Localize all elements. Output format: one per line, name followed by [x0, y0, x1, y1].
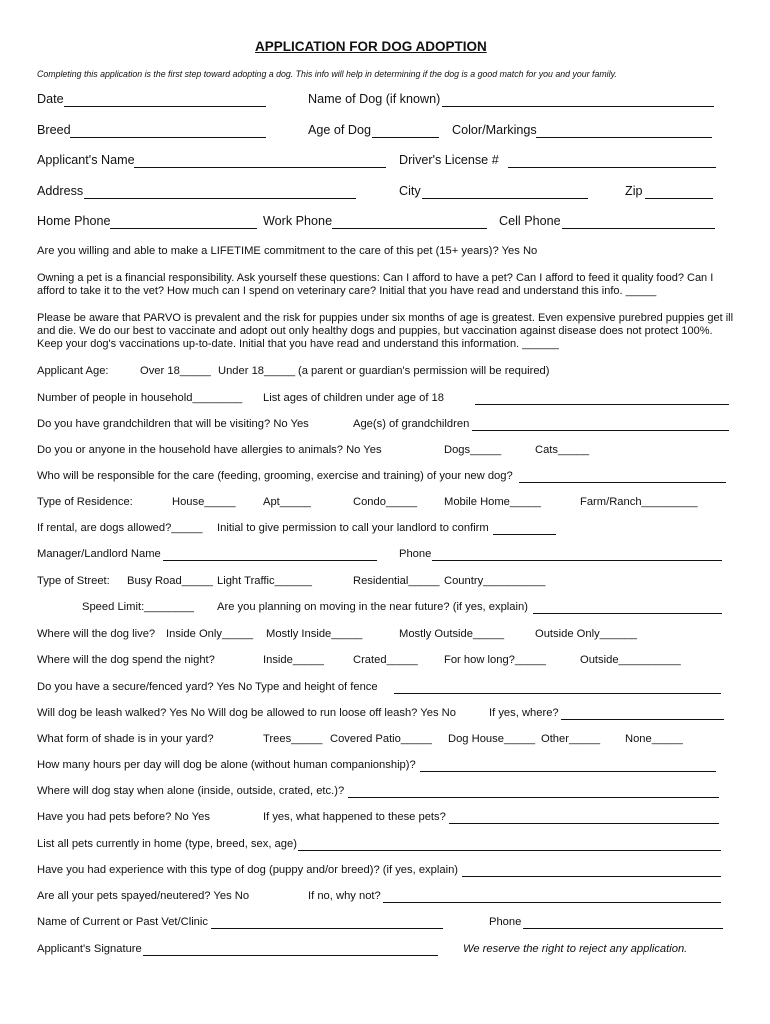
breed-label: Breed	[37, 123, 71, 137]
vet-label: Name of Current or Past Vet/Clinic	[37, 916, 208, 928]
applicant-name-label: Applicant's Name	[37, 153, 135, 167]
parvo-notice: Please be aware that PARVO is prevalent and the risk for puppies under six months of age is greatest. Even expensive purebred puppies get ill and die. We do our best to vaccinate and adopt out only healthy dogs and puppies, but vaccination against disease does not protect 100%. Keep your dog's vaccinations up-to-date. Initial that you have read and understand this information. ______	[37, 312, 734, 350]
vet-field[interactable]	[211, 928, 443, 929]
residence-farm[interactable]: Farm/Ranch_________	[580, 496, 698, 508]
responsible-question: Who will be responsible for the care (feeding, grooming, exercise and training) of your new dog?	[37, 470, 513, 482]
street-label: Type of Street:	[37, 575, 110, 587]
landlord-permission-field[interactable]	[493, 534, 556, 535]
age-of-dog-field[interactable]	[372, 137, 439, 138]
landlord-phone-label: Phone	[399, 548, 432, 560]
grandchildren-ages-field[interactable]	[472, 430, 729, 431]
vet-phone-label: Phone	[489, 916, 522, 928]
experience-field[interactable]	[462, 876, 721, 877]
where-field[interactable]	[561, 719, 724, 720]
applicant-age-label: Applicant Age:	[37, 365, 109, 377]
live-mostly-outside[interactable]: Mostly Outside_____	[399, 628, 505, 640]
landlord-phone-field[interactable]	[432, 560, 722, 561]
happened-label: If yes, what happened to these pets?	[263, 811, 446, 823]
zip-label: Zip	[625, 184, 643, 198]
shade-doghouse[interactable]: Dog House_____	[448, 733, 536, 745]
fence-field[interactable]	[394, 693, 721, 694]
experience-question: Have you had experience with this type of dog (puppy and/or breed)? (if yes, explain)	[37, 864, 459, 876]
landlord-permission-label: Initial to give permission to call your landlord to confirm	[217, 522, 489, 534]
allergy-dogs[interactable]: Dogs_____	[444, 444, 502, 456]
address-field[interactable]	[84, 198, 356, 199]
residence-label: Type of Residence:	[37, 496, 133, 508]
shade-none[interactable]: None_____	[625, 733, 683, 745]
spayed-question: Are all your pets spayed/neutered? Yes No	[37, 890, 250, 902]
live-inside-only[interactable]: Inside Only_____	[166, 628, 254, 640]
street-busy[interactable]: Busy Road_____	[127, 575, 213, 587]
shade-trees[interactable]: Trees_____	[263, 733, 323, 745]
street-country[interactable]: Country__________	[444, 575, 546, 587]
speed-limit[interactable]: Speed Limit:________	[82, 601, 194, 613]
allergies-question: Do you or anyone in the household have allergies to animals? No Yes	[37, 444, 382, 456]
residence-house[interactable]: House_____	[172, 496, 236, 508]
financial-notice: Owning a pet is a financial responsibility. Ask yourself these questions: Can I afford to have a pet? Can I afford to feed it quality food? Can I afford to take it to the vet? How much can I spend on veterinary care? Initial that you have read and understand this info. _____	[37, 272, 714, 297]
dog-name-label: Name of Dog (if known)	[308, 92, 441, 106]
residence-apt[interactable]: Apt_____	[263, 496, 311, 508]
why-not-field[interactable]	[383, 902, 721, 903]
over-18-option[interactable]: Over 18_____	[140, 365, 211, 377]
home-phone-field[interactable]	[110, 228, 257, 229]
work-phone-field[interactable]	[332, 228, 487, 229]
vet-phone-field[interactable]	[523, 928, 723, 929]
city-label: City	[399, 184, 421, 198]
age-of-dog-label: Age of Dog	[308, 123, 372, 137]
shade-other[interactable]: Other_____	[541, 733, 601, 745]
under-18-option[interactable]: Under 18_____	[218, 365, 296, 377]
why-not-label: If no, why not?	[308, 890, 381, 902]
dog-name-field[interactable]	[442, 106, 714, 107]
signature-field[interactable]	[143, 955, 438, 956]
alone-hours-field[interactable]	[420, 771, 716, 772]
night-inside[interactable]: Inside_____	[263, 654, 324, 666]
manager-field[interactable]	[163, 560, 377, 561]
alone-where-field[interactable]	[348, 797, 719, 798]
moving-field[interactable]	[533, 613, 722, 614]
city-field[interactable]	[422, 198, 588, 199]
live-question: Where will the dog live?	[37, 628, 156, 640]
license-field[interactable]	[508, 167, 716, 168]
shade-patio[interactable]: Covered Patio_____	[330, 733, 433, 745]
leash-question: Will dog be leash walked? Yes No Will dog be allowed to run loose off leash? Yes No	[37, 707, 456, 719]
page-title: APPLICATION FOR DOG ADOPTION	[255, 39, 487, 54]
live-mostly-inside[interactable]: Mostly Inside_____	[266, 628, 363, 640]
rental-question: If rental, are dogs allowed?_____	[37, 522, 203, 534]
shade-question: What form of shade is in your yard?	[37, 733, 214, 745]
breed-field[interactable]	[70, 137, 266, 138]
date-field[interactable]	[64, 106, 266, 107]
live-outside-only[interactable]: Outside Only______	[535, 628, 637, 640]
residence-condo[interactable]: Condo_____	[353, 496, 418, 508]
color-field[interactable]	[536, 137, 712, 138]
cell-phone-label: Cell Phone	[499, 214, 561, 228]
grandchildren-question: Do you have grandchildren that will be visiting? No Yes	[37, 418, 309, 430]
night-question: Where will the dog spend the night?	[37, 654, 215, 666]
lifetime-question: Are you willing and able to make a LIFETIME commitment to the care of this pet (15+ years)? Yes No	[37, 245, 538, 257]
current-pets-field[interactable]	[298, 850, 721, 851]
reserve-note: We reserve the right to reject any application.	[463, 943, 688, 955]
alone-where-question: Where will dog stay when alone (inside, outside, crated, etc.)?	[37, 785, 345, 797]
moving-question: Are you planning on moving in the near future? (if yes, explain)	[217, 601, 528, 613]
color-label: Color/Markings	[452, 123, 537, 137]
fenced-question: Do you have a secure/fenced yard? Yes No Type and height of fence	[37, 681, 378, 693]
happened-field[interactable]	[449, 823, 719, 824]
night-crated[interactable]: Crated_____	[353, 654, 418, 666]
address-label: Address	[37, 184, 84, 198]
manager-label: Manager/Landlord Name	[37, 548, 161, 560]
zip-field[interactable]	[645, 198, 713, 199]
current-pets-label: List all pets currently in home (type, breed, sex, age)	[37, 838, 297, 850]
work-phone-label: Work Phone	[263, 214, 333, 228]
signature-label: Applicant's Signature	[37, 943, 142, 955]
permission-note: (a parent or guardian's permission will be required)	[298, 365, 550, 377]
intro-text: Completing this application is the first step toward adopting a dog. This info will help in determining if the dog is a good match for you and your family.	[37, 69, 617, 79]
children-ages-label: List ages of children under age of 18	[263, 392, 444, 404]
residence-mobile[interactable]: Mobile Home_____	[444, 496, 542, 508]
children-ages-field[interactable]	[475, 404, 729, 405]
alone-hours-question: How many hours per day will dog be alone (without human companionship)?	[37, 759, 416, 771]
grandchildren-ages-label: Age(s) of grandchildren	[353, 418, 470, 430]
license-label: Driver's License #	[399, 153, 499, 167]
night-how-long[interactable]: For how long?_____	[444, 654, 547, 666]
date-label: Date	[37, 92, 64, 106]
night-outside[interactable]: Outside__________	[580, 654, 681, 666]
household-question: Number of people in household________	[37, 392, 243, 404]
street-light[interactable]: Light Traffic______	[217, 575, 312, 587]
allergy-cats[interactable]: Cats_____	[535, 444, 590, 456]
applicant-name-field[interactable]	[134, 167, 386, 168]
responsible-field[interactable]	[519, 482, 726, 483]
street-residential[interactable]: Residential_____	[353, 575, 440, 587]
pets-before-question: Have you had pets before? No Yes	[37, 811, 210, 823]
cell-phone-field[interactable]	[562, 228, 715, 229]
where-label: If yes, where?	[489, 707, 559, 719]
home-phone-label: Home Phone	[37, 214, 111, 228]
